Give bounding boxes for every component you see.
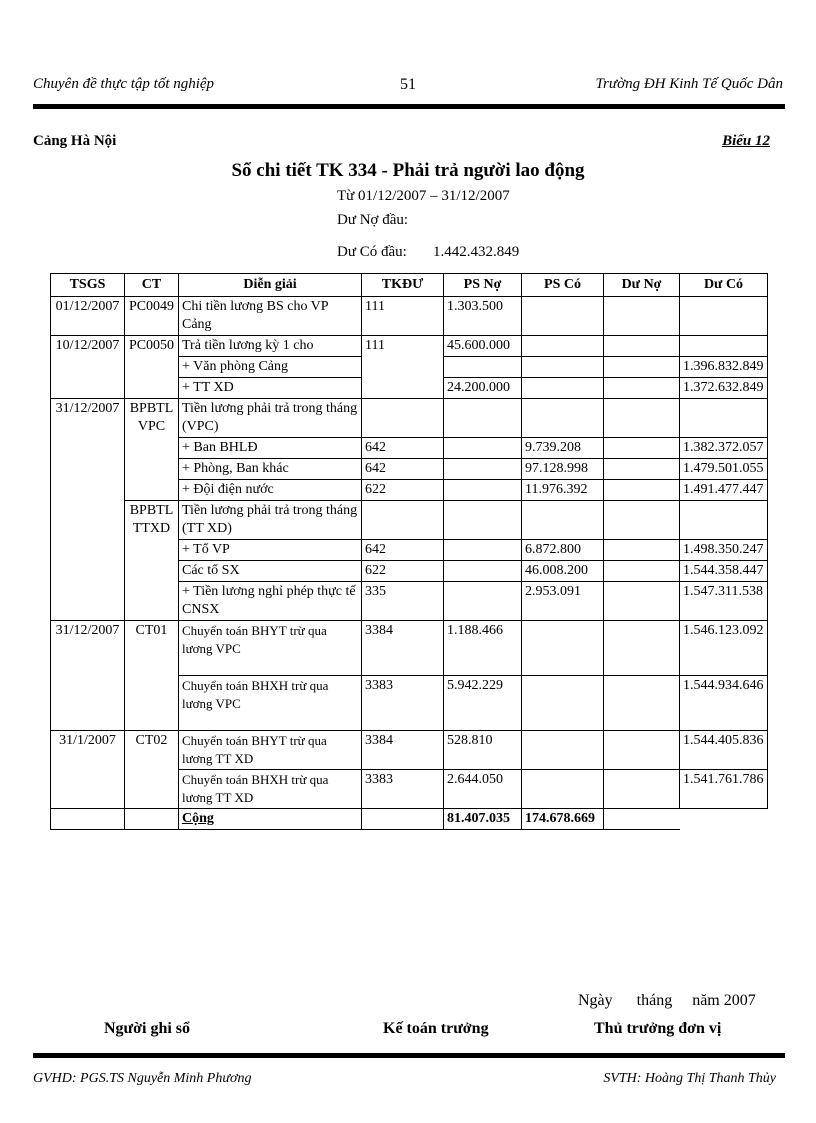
cell-du-co: 1.372.632.849 <box>680 378 768 399</box>
cell-ps-co <box>522 676 604 731</box>
col-ct: CT <box>125 274 179 297</box>
cell-du-co: 1.546.123.092 <box>680 621 768 676</box>
cell-ps-no: 45.600.000 <box>444 336 522 357</box>
cell-tkdu: 111 <box>362 297 444 336</box>
cell-ps-co: 6.872.800 <box>522 540 604 561</box>
cell-ps-no: 24.200.000 <box>444 378 522 399</box>
cell-tkdu: 3383 <box>362 676 444 731</box>
opening-credit-value: 1.442.432.849 <box>433 244 520 260</box>
cell-desc: Tiền lương phải trả trong tháng (TT XD) <box>179 501 362 540</box>
document-title: Sổ chi tiết TK 334 - Phải trả người lao động <box>231 160 585 181</box>
cell-ps-co: 9.739.208 <box>522 438 604 459</box>
page-number: 51 <box>400 76 416 93</box>
cell-ct: BPBTL TTXD <box>125 501 179 621</box>
cell-du-co: 1.396.832.849 <box>680 357 768 378</box>
cell-ps-co: 11.976.392 <box>522 480 604 501</box>
cell-du-no <box>604 399 680 438</box>
cell-du-no <box>604 621 680 676</box>
footer-right: SVTH: Hoàng Thị Thanh Thủy <box>603 1071 776 1086</box>
cell-desc: Chuyển toán BHXH trừ qua lương TT XD <box>179 770 362 809</box>
signature-head: Thủ trưởng đơn vị <box>594 1020 722 1037</box>
cell-tkdu: 642 <box>362 459 444 480</box>
cell-ps-no: 2.644.050 <box>444 770 522 809</box>
cell-tsgs: 31/1/2007 <box>51 731 125 809</box>
cell-tkdu: 622 <box>362 480 444 501</box>
ledger-table <box>50 273 768 830</box>
opening-debit-label: Dư Nợ đầu: <box>337 212 409 228</box>
table-row <box>51 501 768 540</box>
date-line: Ngày tháng năm 2007 <box>578 992 756 1009</box>
cell-du-co <box>680 501 768 540</box>
cell-desc: + Tiền lương nghỉ phép thực tế CNSX <box>179 582 362 621</box>
cell-ct: PC0050 <box>125 336 179 399</box>
cell-desc: + Ban BHLĐ <box>179 438 362 459</box>
cell-tsgs <box>51 809 125 830</box>
table-header-row <box>51 274 768 297</box>
total-ps-no: 81.407.035 <box>444 809 522 830</box>
cell-desc: + TT XD <box>179 378 362 399</box>
cell-desc: + Đội điện nước <box>179 480 362 501</box>
cell-du-no <box>604 676 680 731</box>
cell-tkdu: 642 <box>362 438 444 459</box>
total-row <box>51 809 768 830</box>
cell-ps-no <box>444 540 522 561</box>
cell-du-co: 1.544.405.836 <box>680 731 768 770</box>
cell-desc: + Phòng, Ban khác <box>179 459 362 480</box>
cell-ct: CT02 <box>125 731 179 809</box>
cell-desc: Chi tiền lương BS cho VP Cảng <box>179 297 362 336</box>
opening-credit-label: Dư Có đầu: <box>337 244 407 260</box>
cell-ps-no: 528.810 <box>444 731 522 770</box>
cell-ps-no: 1.303.500 <box>444 297 522 336</box>
company-name: Cảng Hà Nội <box>33 133 117 149</box>
cell-tsgs: 31/12/2007 <box>51 399 125 621</box>
cell-desc: + Tổ VP <box>179 540 362 561</box>
cell-du-no <box>604 480 680 501</box>
cell-du-no <box>604 501 680 540</box>
cell-ct: PC0049 <box>125 297 179 336</box>
header-rule <box>33 104 785 109</box>
cell-tsgs: 10/12/2007 <box>51 336 125 399</box>
cell-tkdu <box>362 501 444 540</box>
cell-ps-no: 5.942.229 <box>444 676 522 731</box>
cell-ps-co <box>522 731 604 770</box>
cell-ps-co <box>522 399 604 438</box>
cell-desc: Chuyển toán BHXH trừ qua lương VPC <box>179 676 362 731</box>
cell-du-co: 1.547.311.538 <box>680 582 768 621</box>
cell-desc: Các tổ SX <box>179 561 362 582</box>
cell-du-no <box>604 378 680 399</box>
cell-ps-no <box>444 582 522 621</box>
cell-du-co: 1.544.358.447 <box>680 561 768 582</box>
cell-ps-co: 46.008.200 <box>522 561 604 582</box>
cell-desc: Trả tiền lương kỳ 1 cho <box>179 336 362 357</box>
cell-tsgs: 01/12/2007 <box>51 297 125 336</box>
form-label: Biểu 12 <box>722 133 770 149</box>
cell-desc: Chuyển toán BHYT trừ qua lương TT XD <box>179 731 362 770</box>
cell-du-co <box>680 297 768 336</box>
col-tsgs: TSGS <box>51 274 125 297</box>
cell-desc: + Văn phòng Cảng <box>179 357 362 378</box>
cell-du-no <box>604 459 680 480</box>
cell-ps-co: 2.953.091 <box>522 582 604 621</box>
cell-tkdu: 3383 <box>362 770 444 809</box>
col-ps-co: PS Có <box>522 274 604 297</box>
footer-rule <box>33 1053 785 1058</box>
table-row <box>51 336 768 357</box>
cell-du-no <box>604 438 680 459</box>
cell-ct: BPBTL VPC <box>125 399 179 501</box>
table-row <box>51 399 768 438</box>
cell-du-co: 1.544.934.646 <box>680 676 768 731</box>
cell-ps-co <box>522 336 604 357</box>
header-right: Trường ĐH Kinh Tế Quốc Dân <box>595 76 783 92</box>
cell-tkdu: 3384 <box>362 621 444 676</box>
table-row <box>51 621 768 676</box>
cell-ps-no <box>444 480 522 501</box>
cell-du-no <box>604 770 680 809</box>
col-du-co: Dư Có <box>680 274 768 297</box>
table-row <box>51 297 768 336</box>
signature-chief-accountant: Kế toán trưởng <box>383 1020 489 1037</box>
cell-tkdu: 111 <box>362 336 444 399</box>
signature-recorder: Người ghi sổ <box>104 1020 191 1037</box>
cell-ps-no <box>444 399 522 438</box>
cell-ps-co <box>522 357 604 378</box>
cell-ps-co <box>522 501 604 540</box>
cell-du-co: 1.498.350.247 <box>680 540 768 561</box>
cell-desc: Tiền lương phải trả trong tháng (VPC) <box>179 399 362 438</box>
total-label: Cộng <box>179 809 362 830</box>
col-desc: Diễn giải <box>179 274 362 297</box>
cell-du-no <box>604 561 680 582</box>
cell-tkdu <box>362 809 444 830</box>
cell-ps-no <box>444 459 522 480</box>
cell-du-co <box>680 399 768 438</box>
cell-ps-no: 1.188.466 <box>444 621 522 676</box>
cell-du-co <box>680 336 768 357</box>
cell-ps-co <box>522 297 604 336</box>
period: Từ 01/12/2007 – 31/12/2007 <box>337 188 510 204</box>
cell-ps-no <box>444 438 522 459</box>
footer-left: GVHD: PGS.TS Nguyễn Minh Phương <box>33 1071 252 1086</box>
cell-du-no <box>604 297 680 336</box>
col-ps-no: PS Nợ <box>444 274 522 297</box>
cell-ct: CT01 <box>125 621 179 731</box>
cell-tkdu <box>362 399 444 438</box>
cell-du-co: 1.382.372.057 <box>680 438 768 459</box>
cell-du-no <box>604 336 680 357</box>
cell-du-co <box>680 809 768 830</box>
cell-du-co: 1.479.501.055 <box>680 459 768 480</box>
cell-desc: Chuyển toán BHYT trừ qua lương VPC <box>179 621 362 676</box>
cell-ps-no <box>444 501 522 540</box>
cell-ps-no <box>444 357 522 378</box>
cell-tkdu: 3384 <box>362 731 444 770</box>
cell-du-no <box>604 357 680 378</box>
table-row <box>51 731 768 770</box>
cell-tkdu: 335 <box>362 582 444 621</box>
cell-du-no <box>604 540 680 561</box>
cell-ps-co <box>522 621 604 676</box>
cell-tsgs: 31/12/2007 <box>51 621 125 731</box>
cell-ps-co <box>522 378 604 399</box>
cell-tkdu: 642 <box>362 540 444 561</box>
cell-du-no <box>604 809 680 830</box>
total-ps-co: 174.678.669 <box>522 809 604 830</box>
cell-du-co: 1.541.761.786 <box>680 770 768 809</box>
cell-du-co: 1.491.477.447 <box>680 480 768 501</box>
cell-ps-co <box>522 770 604 809</box>
cell-ct <box>125 809 179 830</box>
cell-du-no <box>604 582 680 621</box>
cell-ps-no <box>444 561 522 582</box>
cell-du-no <box>604 731 680 770</box>
header-left: Chuyên đề thực tập tốt nghiệp <box>33 76 215 92</box>
cell-tkdu: 622 <box>362 561 444 582</box>
col-du-no: Dư Nợ <box>604 274 680 297</box>
col-tkdu: TKĐƯ <box>362 274 444 297</box>
cell-ps-co: 97.128.998 <box>522 459 604 480</box>
